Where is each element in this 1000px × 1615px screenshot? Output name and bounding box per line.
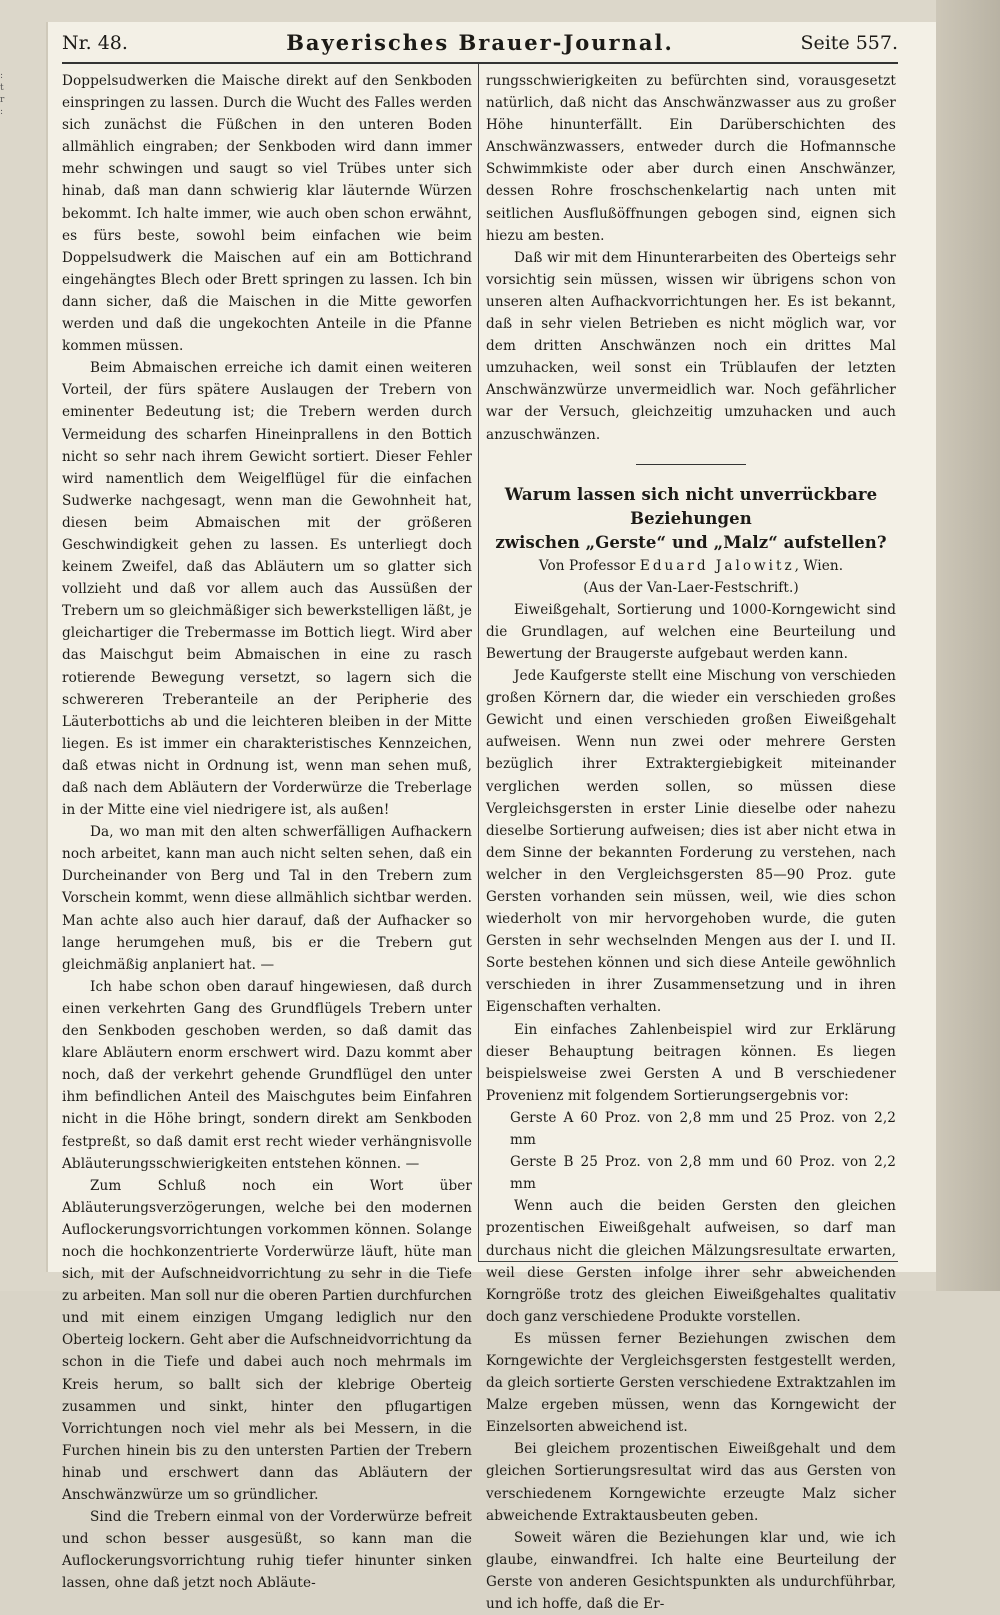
paragraph: Daß wir mit dem Hinunterarbeiten des Oberteigs sehr vorsichtig sein müssen, wissen wir übrigens schon von unseren alten Aufhackvorrichtungen her. Es ist bekannt, daß in sehr vielen Betrieben es nicht möglich war, vor dem dritten Anschwänzen noch ein drittes Mal umzuhacken, weil sonst ein Trüblaufen der letzten Anschwänzwürze unvermeidlich war. Noch gefährlicher war der Versuch, gleichzeitig umzuhacken und auch anzuschwänzen. [486,249,896,443]
paragraph: Es müssen ferner Beziehungen zwischen dem Korngewichte der Vergleichsgersten festgestellt werden, da gleich sortierte Gersten verschiedene Extraktzahlen im Malze ergeben müssen, wenn das Korngewicht der Einzelsorten abweichend ist. [486,1330,896,1436]
article-title [486,483,896,555]
issue-number: Nr. 48. [62,32,128,54]
paragraph: Beim Abmaischen erreiche ich damit einen weiteren Vorteil, der fürs spätere Auslaugen der Trebern von eminenter Bedeutung ist; die Trebern werden durch Vermeidung des scharfen Hineinprallens in den Bottich nicht so sehr nach ihrem Gewicht sortiert. Dieser Fehler wird namentlich dem Weigelflügel für die einfachen Sudwerke nachgesagt, wenn man die Gewohnheit hat, diesen beim Abmaischen mit der größeren Geschwindigkeit gehen zu lassen. Es unterliegt doch keinem Zweifel, daß das Abläutern um so glatter sich vollzieht und daß vor allem auch das Aussüßen der Trebern um so gleichmäßiger sich bewerkstelligen läßt, je gleichartiger die Trebermasse im Bottich liegt. Wird aber das Maischgut beim Abmaischen in eine zu rasch rotierende Bewegung versetzt, so lagern sich die schwereren Treberanteile an der Peripherie des Läuterbottichs ab und die leichteren bleiben in der Mitte liegen. Es ist immer ein charakteristisches Kennzeichen, daß etwas nicht in Ordnung ist, wenn man sehen muß, daß nach dem Abläutern der Vorderwürze die Treberlage in der Mitte eine viel niedrigere ist, als außen! [62,360,472,819]
paragraph: Soweit wären die Beziehungen klar und, wie ich glaube, einwandfrei. Ich halte eine Beurteilung der Gerste von anderen Gesichtspunkten als undurchführbar, und ich hoffe, daß die Er- [486,1529,896,1612]
article-title-line: Warum lassen sich nicht unverrückbare Beziehungen [504,484,878,528]
article-title-line: zwischen „Gerste“ und „Malz“ aufstellen? [495,532,887,552]
page-number: Seite 557. [800,32,898,54]
journal-title: Bayerisches Brauer-Journal. [286,30,674,55]
paragraph: Bei gleichem prozentischen Eiweißgehalt und dem gleichen Sortierungsresultat wird das aus Gersten von verschiedenem Korngewichte erzeugte Malz sicher abweichende Extraktausbeuten geben. [486,1441,896,1524]
example-line: Gerste A 60 Proz. von 2,8 mm und 25 Proz. von 2,2 mm [510,1109,896,1149]
right-column [486,70,896,1615]
margin-marks: : t r : [0,71,5,117]
paragraph: Ich habe schon oben darauf hingewiesen, daß durch einen verkehrten Gang des Grundflügels Trebern unter den Senkboden geschoben werden, so daß damit das klare Abläutern enorm erschwert wird. Dazu kommt aber noch, daß der verkehrt gehende Grundflügel den unter ihm befindlichen Anteil des Maischgutes beim Einfahren nicht in die Höhe bringt, sondern direkt am Senkboden festpreßt, so daß damit erst recht wieder verhängnisvolle Abläuterungsschwierigkeiten entstehen können. — [62,978,472,1172]
paragraph: Doppelsudwerken die Maische direkt auf den Senkboden einspringen zu lassen. Durch die Wucht des Falles werden sich zunächst die Füßchen in den unteren Boden allmählich eingraben; der Senkboden wird dann immer mehr schwingen und saugt so viel Trübes unter sich hinab, daß man dann schwierig klar läuternde Würzen bekommt. Ich halte immer, wie auch oben schon erwähnt, es fürs beste, sowohl beim einfachen wie beim Doppelsudwerk die Maischen auf ein am Bottichrand eingehängtes Blech oder Brett springen zu lassen. Ich bin dann sicher, daß die Maischen in die Mitte geworfen werden und daß die ungekochten Anteile in die Pfanne kommen müssen. [62,73,472,355]
paragraph: Ein einfaches Zahlenbeispiel wird zur Erklärung dieser Behauptung beitragen können. Es liegen beispielsweise zwei Gersten A und B verschiedener Provenienz mit folgendem Sortierungsergebnis vor: [486,1021,896,1104]
running-header [62,30,898,58]
example-line: Gerste B 25 Proz. von 2,8 mm und 60 Proz. von 2,2 mm [510,1154,896,1193]
article-source: (Aus der Van-Laer-Festschrift.) [583,579,799,596]
paragraph: Jede Kaufgerste stellt eine Mischung von verschieden großen Körnern dar, die wieder ein verschieden großes Gewicht und einen verschieden großen Eiweißgehalt aufweisen. Wenn nun zwei oder mehrere Gersten bezüglich ihrer Extraktergiebigkeit miteinander verglichen werden sollen, so müssen diese Vergleichsgersten in erster Linie dieselbe oder nahezu dieselbe Sortierung aufweisen; dies ist aber nicht etwa in dem Sinne der bekannten Forderung zu verstehen, nach welcher in den Vergleichsgersten 85—90 Proz. gute Gersten vorhanden sein müssen, weil, wie dies schon wiederholt von mir hervorgehoben wurde, die guten Gersten in sehr wechselnden Mengen aus der I. und II. Sorte bestehen können und sich diese Anteile gewöhnlich verschieden in ihrer Zusammensetzung und in ihren Eigenschaften verhalten. [486,668,896,1016]
paragraph: Sind die Trebern einmal von der Vorderwürze befreit und schon besser ausgesüßt, so kann man die Auflockerungsvorrichtung ruhig tiefer hinunter sinken lassen, ohne daß jetzt noch Abläute- [62,1509,472,1592]
author-name: Eduard Jalowitz [639,557,795,574]
paragraph: Eiweißgehalt, Sortierung und 1000-Korngewicht sind die Grundlagen, auf welchen eine Beurteilung und Bewertung der Braugerste aufgebaut werden kann. [486,601,896,662]
paragraph: rungsschwierigkeiten zu befürchten sind, vorausgesetzt natürlich, daß nicht das Anschwänzwasser aus zu großer Höhe hinunterfällt. Ein Darüberschichten des Anschwänzwassers, entweder durch die Hofmannsche Schwimmkiste oder aber durch einen Anschwänzer, dessen Rohre froschschenkelartig nach unten mit seitlichen Ausflußöffnungen gebogen sind, eignen sich hiezu am besten. [486,73,896,244]
byline-suffix: , Wien. [794,557,844,574]
article-byline [486,555,896,577]
article-separator [636,464,746,465]
left-column [62,70,472,1594]
paragraph: Wenn auch die beiden Gersten den gleichen prozentischen Eiweißgehalt aufweisen, so darf man durchaus nicht die gleichen Mälzungsresultate erwarten, weil diese Gersten infolge ihrer sehr abweichenden Korngröße trotz des gleichen Eiweißgehaltes qualitativ doch ganz verschiedene Produkte vorstellen. [486,1198,896,1325]
paragraph: Zum Schluß noch ein Wort über Abläuterungsverzögerungen, welche bei den modernen Auflockerungsvorrichtungen vorkommen können. Solange noch die hochkonzentrierte Vorderwürze läuft, hüte man sich, mit der Aufschneidvorrichtung zu sehr in die Tiefe zu arbeiten. Man soll nur die oberen Partien durchfurchen und mit einem einzigen Umgang lediglich nur den Oberteig lockern. Geht aber die Aufschneidvorrichtung da schon in die Tiefe und dabei auch noch mehrmals im Kreis herum, so ballt sich der klebrige Oberteig zusammen und sinkt, hinter den pflugartigen Vorrichtungen noch viel mehr als bei Messern, in die Furchen hinein bis zu den untersten Partien der Trebern hinab und erschwert dann das Abläutern der Anschwänzwürze um so gründlicher. [62,1177,472,1503]
paragraph: Da, wo man mit den alten schwerfälligen Aufhackern noch arbeitet, kann man auch nicht selten sehen, daß ein Durcheinander von Berg und Tal in den Trebern zum Vorschein kommt, wenn diese allmählich sichtbar werden. Man achte also auch hier darauf, daß der Aufhacker so lange herumgehen muß, bis er die Trebern gut gleichmäßig anplaniert hat. — [62,824,472,973]
column-divider [478,64,479,1261]
byline-prefix: Von Professor [538,557,636,574]
page-edge-shadow [936,0,1000,1291]
header-rule [62,62,898,64]
